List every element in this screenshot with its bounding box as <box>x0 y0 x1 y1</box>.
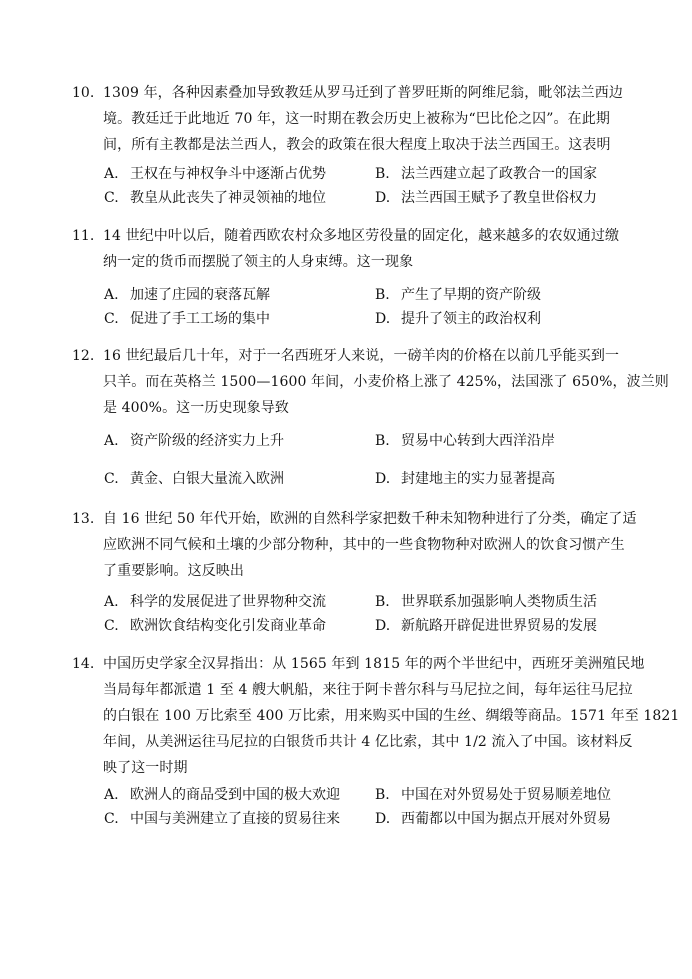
stem-line: 只羊。而在英格兰 1500—1600 年间，小麦价格上涨了 425%，法国涨了 650%，波兰则 <box>103 374 669 390</box>
option-d <box>375 309 541 329</box>
stem-line: 境。教廷迁于此地近 70 年，这一时期在教会历史上被称为“巴比伦之囚”。在此期 <box>103 111 610 127</box>
stem-line: 应欧洲不同气候和土壤的少部分物种，其中的一些食物物种对欧洲人的饮食习惯产生 <box>103 537 625 553</box>
option-text: 资产阶级的经济实力上升 <box>130 433 284 449</box>
option-text: 封建地主的实力显著提高 <box>401 471 555 487</box>
option-text: 新航路开辟促进世界贸易的发展 <box>401 618 597 634</box>
stem-line: 14 世纪中叶以后，随着西欧农村众多地区劳役量的固定化，越来越多的农奴通过缴 <box>103 228 620 244</box>
option-letter: D. <box>375 618 391 634</box>
option-letter: A. <box>104 287 119 303</box>
stem-line: 当局每年都派遣 1 至 4 艘大帆船，来往于阿卡普尔科与马尼拉之间，每年运往马尼拉 <box>103 682 633 698</box>
option-letter: B. <box>375 594 390 610</box>
option-text: 法兰西国王赋予了教皇世俗权力 <box>401 190 597 206</box>
option-text: 科学的发展促进了世界物种交流 <box>130 594 326 610</box>
option-letter: D. <box>375 471 391 487</box>
option-text: 贸易中心转到大西洋沿岸 <box>401 433 555 449</box>
question-number: 10. <box>72 85 95 101</box>
stem-line: 年间，从美洲运往马尼拉的白银货币共计 4 亿比索，其中 1/2 流入了中国。该材料反 <box>103 734 633 750</box>
option-text: 教皇从此丧失了神灵领袖的地位 <box>130 190 326 206</box>
option-letter: D. <box>375 811 391 827</box>
option-letter: D. <box>375 190 391 206</box>
option-text: 西葡都以中国为据点开展对外贸易 <box>401 811 611 827</box>
stem-line: 的白银在 100 万比索至 400 万比索，用来购买中国的生丝、绸缎等商品。1571 年至 1821 <box>103 708 680 724</box>
option-text: 产生了早期的资产阶级 <box>401 287 541 303</box>
option-letter: C. <box>104 311 119 327</box>
option-text: 加速了庄园的衰落瓦解 <box>130 287 270 303</box>
option-letter: A. <box>104 433 119 449</box>
option-text: 欧洲饮食结构变化引发商业革命 <box>130 618 326 634</box>
question-stem <box>103 343 669 421</box>
question-stem <box>103 651 680 781</box>
option-c <box>104 616 326 636</box>
stem-line: 自 16 世纪 50 年代开始，欧洲的自然科学家把数千种未知物种进行了分类，确定了适 <box>103 511 637 527</box>
option-letter: A. <box>104 594 119 610</box>
option-letter: B. <box>375 166 390 182</box>
option-b <box>375 592 597 612</box>
option-letter: A. <box>104 787 119 803</box>
option-letter: A. <box>104 166 119 182</box>
option-c <box>104 309 270 329</box>
stem-line: 是 400%。这一历史现象导致 <box>103 400 289 416</box>
option-b <box>375 285 541 305</box>
option-letter: C. <box>104 618 119 634</box>
option-c <box>104 809 340 829</box>
option-text: 中国与美洲建立了直接的贸易往来 <box>130 811 340 827</box>
option-c <box>104 188 326 208</box>
stem-line: 16 世纪最后几十年，对于一名西班牙人来说，一磅羊肉的价格在以前几乎能买到一 <box>103 348 620 364</box>
option-letter: B. <box>375 433 390 449</box>
question-stem <box>103 223 635 275</box>
option-text: 法兰西建立起了政教合一的国家 <box>401 166 597 182</box>
option-d <box>375 188 597 208</box>
question-number: 11. <box>72 228 95 244</box>
option-letter: D. <box>375 311 391 327</box>
question-number: 12. <box>72 348 95 364</box>
option-text: 世界联系加强影响人类物质生活 <box>401 594 597 610</box>
option-d <box>375 809 611 829</box>
question-stem <box>103 80 635 158</box>
option-letter: B. <box>375 787 390 803</box>
option-c <box>104 469 284 489</box>
question-stem <box>103 506 635 584</box>
stem-line: 纳一定的货币而摆脱了领主的人身束缚。这一现象 <box>103 254 414 270</box>
option-text: 黄金、白银大量流入欧洲 <box>130 471 284 487</box>
option-letter: C. <box>104 190 119 206</box>
option-text: 提升了领主的政治权利 <box>401 311 541 327</box>
stem-line: 映了这一时期 <box>103 760 188 776</box>
option-a <box>104 164 326 184</box>
stem-line: 1309 年，各种因素叠加导致教廷从罗马迁到了普罗旺斯的阿维尼翁，毗邻法兰西边 <box>103 85 623 101</box>
question-number: 14. <box>72 656 95 672</box>
option-a <box>104 785 340 805</box>
option-text: 促进了手工工场的集中 <box>130 311 270 327</box>
stem-line: 了重要影响。这反映出 <box>103 563 244 579</box>
option-b <box>375 785 611 805</box>
option-text: 中国在对外贸易处于贸易顺差地位 <box>401 787 611 803</box>
option-d <box>375 616 597 636</box>
option-a <box>104 592 326 612</box>
option-letter: B. <box>375 287 390 303</box>
option-text: 王权在与神权争斗中逐渐占优势 <box>130 166 326 182</box>
option-letter: C. <box>104 811 119 827</box>
stem-line: 间，所有主教都是法兰西人，教会的政策在很大程度上取决于法兰西国王。这表明 <box>103 137 611 153</box>
question-number: 13. <box>72 511 95 527</box>
option-b <box>375 431 555 451</box>
option-d <box>375 469 555 489</box>
option-letter: C. <box>104 471 119 487</box>
option-a <box>104 431 284 451</box>
stem-line: 中国历史学家全汉昇指出：从 1565 年到 1815 年的两个半世纪中，西班牙美洲殖民地 <box>103 656 645 672</box>
option-text: 欧洲人的商品受到中国的极大欢迎 <box>130 787 340 803</box>
option-a <box>104 285 270 305</box>
option-b <box>375 164 597 184</box>
